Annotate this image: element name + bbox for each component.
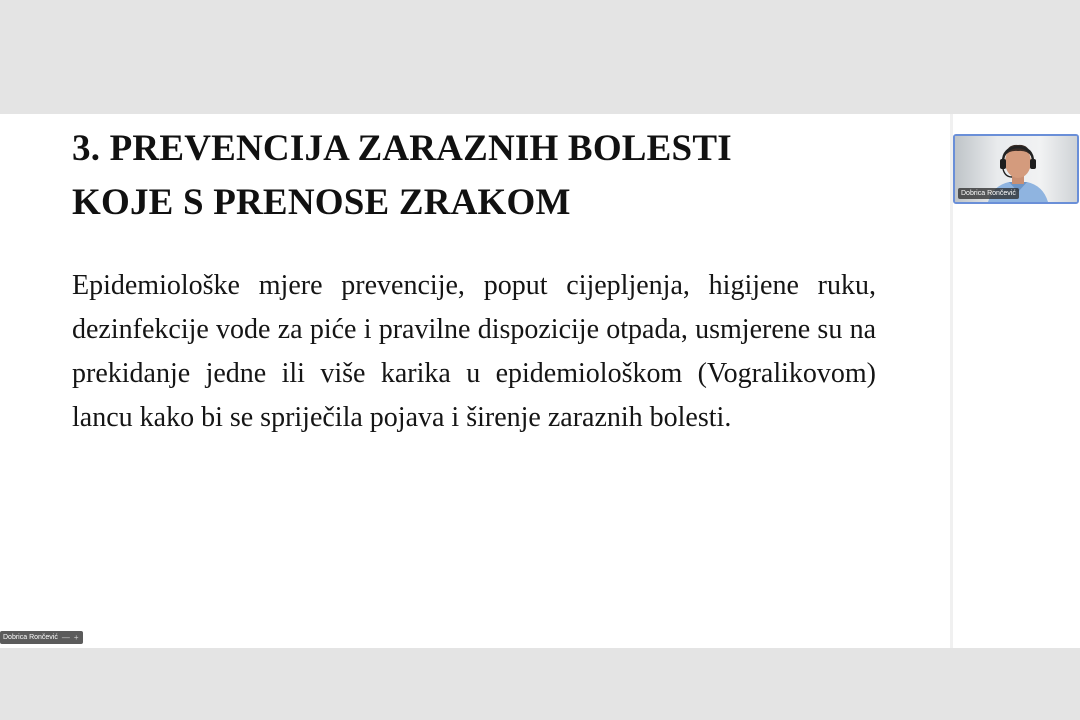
minimize-icon[interactable]: —	[61, 633, 70, 642]
presenter-name: Dobrica Rončević	[3, 634, 58, 641]
participant-name-label: Dobrica Rončević	[958, 188, 1019, 199]
participant-video-tile[interactable]	[953, 134, 1079, 204]
meeting-area	[0, 114, 1080, 648]
letterbox-bottom	[0, 648, 1080, 720]
slide-title	[72, 122, 872, 230]
letterbox-top	[0, 0, 1080, 114]
shared-slide	[0, 114, 950, 648]
participants-panel	[953, 114, 1080, 648]
slide-body-text: Epidemiološke mjere prevencije, poput cijepljenja, higijene ruku, dezinfekcije vode za piće i pravilne dispozicije otpada, usmjerene su na prekidanje jedne ili više karika u epidemiološkom (Vogralikovom) lancu kako bi se spriječila pojava i širenje zaraznih bolesti.	[72, 270, 876, 433]
plus-icon[interactable]: +	[73, 633, 79, 642]
slide-title-line-1: 3. PREVENCIJA ZARAZNIH BOLESTI	[72, 128, 732, 169]
slide-title-line-2: KOJE S PRENOSE ZRAKOM	[72, 182, 571, 223]
presenter-name-chip[interactable]	[0, 631, 83, 644]
